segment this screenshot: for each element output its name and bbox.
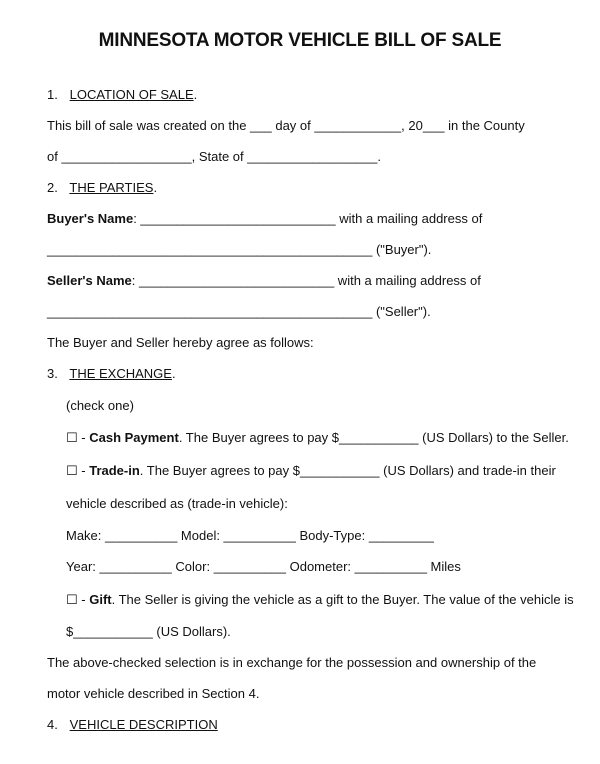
section-3-heading: 3. THE EXCHANGE. bbox=[47, 366, 176, 381]
cash-payment-checkbox[interactable]: ☐ - bbox=[66, 430, 90, 445]
section-title: VEHICLE DESCRIPTION bbox=[69, 717, 218, 732]
gift-checkbox[interactable]: ☐ - bbox=[66, 592, 90, 607]
cash-payment-text: . The Buyer agrees to pay $___________ (US Dollars) to the Seller. bbox=[178, 430, 569, 445]
trade-in-checkbox[interactable]: ☐ - bbox=[66, 463, 90, 478]
section-title: THE EXCHANGE bbox=[69, 366, 172, 381]
section-number: 3. bbox=[47, 366, 58, 381]
seller-name-field: : ___________________________ with a mailing address of bbox=[131, 273, 481, 288]
section-4-heading bbox=[47, 717, 218, 732]
exchange-statement-line-2: motor vehicle described in Section 4. bbox=[47, 686, 260, 701]
agreement-line: The Buyer and Seller hereby agree as follows: bbox=[47, 335, 314, 350]
trade-in-option bbox=[66, 463, 556, 479]
cash-payment-option bbox=[66, 430, 569, 446]
page-title: MINNESOTA MOTOR VEHICLE BILL OF SALE bbox=[98, 30, 502, 51]
buyer-name-field: : ___________________________ with a mailing address of bbox=[133, 211, 483, 226]
exchange-statement-line-1: The above-checked selection is in exchange for the possession and ownership of the bbox=[47, 655, 537, 670]
seller-name-label: Seller's Name bbox=[47, 273, 132, 288]
gift-value-line: $___________ (US Dollars). bbox=[66, 624, 231, 639]
section-title: LOCATION OF SALE bbox=[69, 87, 194, 102]
gift-label: Gift bbox=[89, 592, 112, 607]
section-number: 4. bbox=[47, 717, 58, 732]
make-model-line: Make: __________ Model: __________ Body-Type: _________ bbox=[66, 528, 434, 543]
cash-payment-label: Cash Payment bbox=[89, 430, 179, 445]
section-title: THE PARTIES bbox=[69, 180, 154, 195]
year-color-line: Year: __________ Color: __________ Odometer: __________ Miles bbox=[66, 559, 461, 574]
section-2-heading: 2. THE PARTIES. bbox=[47, 180, 158, 195]
section-1-heading: 1. LOCATION OF SALE. bbox=[47, 87, 198, 102]
trade-in-text: . The Buyer agrees to pay $___________ (US Dollars) and trade-in their bbox=[139, 463, 556, 478]
section-number: 2. bbox=[47, 180, 58, 195]
gift-option bbox=[66, 592, 574, 608]
gift-text: . The Seller is giving the vehicle as a gift to the Buyer. The value of the vehicle is bbox=[111, 592, 574, 607]
county-state-line: of __________________, State of __________________. bbox=[47, 149, 381, 164]
buyer-address-line: _____________________________________________ ("Buyer"). bbox=[47, 242, 432, 257]
buyer-name-line bbox=[47, 211, 482, 226]
seller-name-line bbox=[47, 273, 481, 288]
seller-address-line: _____________________________________________ ("Seller"). bbox=[47, 304, 431, 319]
trade-in-vehicle-line: vehicle described as (trade-in vehicle): bbox=[66, 496, 288, 511]
sale-date-county-line: This bill of sale was created on the ___ day of ____________, 20___ in the County bbox=[47, 118, 525, 133]
buyer-name-label: Buyer's Name bbox=[47, 211, 134, 226]
check-one-note: (check one) bbox=[66, 398, 134, 413]
section-number: 1. bbox=[47, 87, 58, 102]
trade-in-label: Trade-in bbox=[89, 463, 140, 478]
